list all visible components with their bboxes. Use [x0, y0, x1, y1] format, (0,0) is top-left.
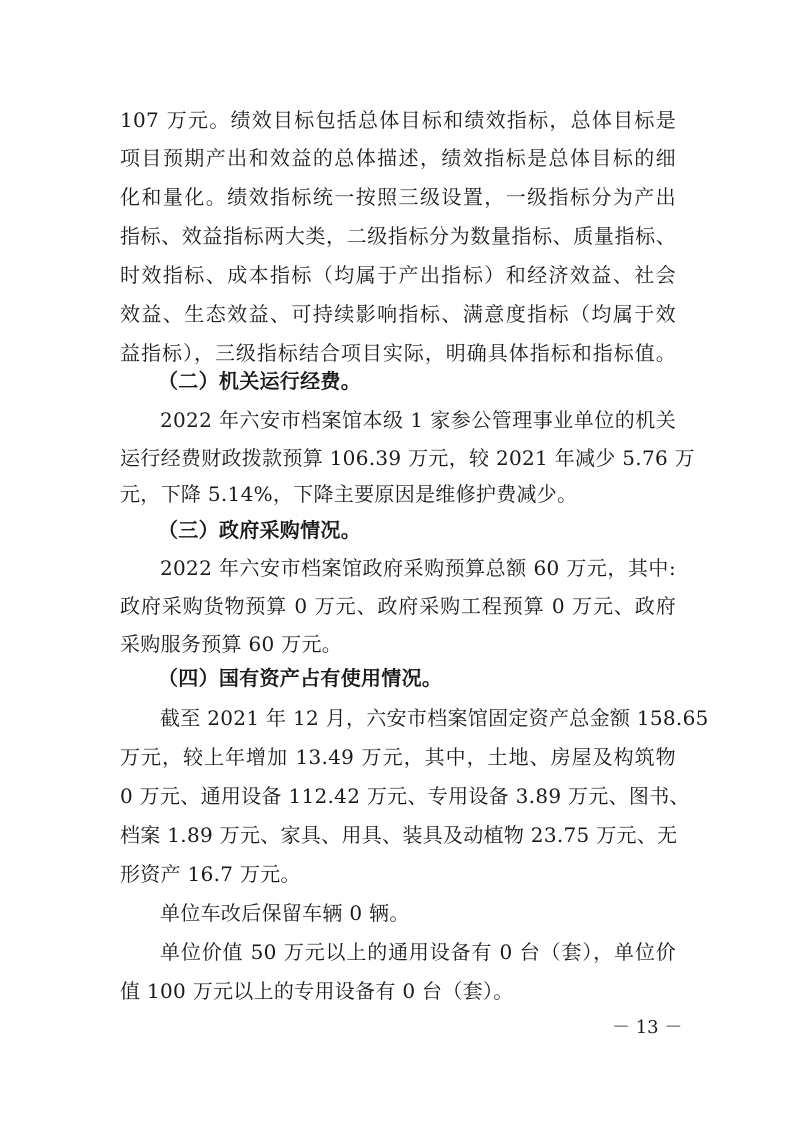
section-heading: （三）政府采购情况。 — [158, 518, 361, 542]
text-line: 2022 年六安市档案馆本级 1 家参公管理事业单位的机关 — [160, 408, 676, 432]
text-line: 单位车改后保留车辆 0 辆。 — [160, 901, 410, 925]
text-line: 107 万元。绩效目标包括总体目标和绩效指标，总体目标是 — [120, 108, 676, 132]
text-line: 元，下降 5.14%，下降主要原因是维修护费减少。 — [120, 482, 578, 506]
page-number: － 13 － — [612, 1017, 683, 1038]
text-line: 效益、生态效益、可持续影响指标、满意度指标（均属于效 — [120, 302, 676, 326]
text-line: 时效指标、成本指标（均属于产出指标）和经济效益、社会 — [120, 263, 676, 287]
text-line: 化和量化。绩效指标统一按照三级设置，一级指标分为产出 — [120, 185, 676, 209]
text-line: 2022 年六安市档案馆政府采购预算总额 60 万元，其中: — [160, 556, 676, 580]
text-line: 单位价值 50 万元以上的通用设备有 0 台（套），单位价 — [160, 940, 676, 964]
text-line: 运行经费财政拨款预算 106.39 万元，较 2021 年减少 5.76 万 — [120, 446, 695, 470]
text-line: 政府采购货物预算 0 万元、政府采购工程预算 0 万元、政府 — [120, 594, 676, 618]
section-heading: （二）机关运行经费。 — [158, 369, 361, 393]
text-line: 项目预期产出和效益的总体描述，绩效指标是总体目标的细 — [120, 146, 676, 170]
text-line: 形资产 16.7 万元。 — [120, 862, 301, 886]
text-line: 益指标），三级指标结合项目实际，明确具体指标和指标值。 — [120, 341, 676, 365]
text-line: 万元，较上年增加 13.49 万元，其中，土地、房屋及构筑物 — [120, 745, 676, 769]
text-line: 值 100 万元以上的专用设备有 0 台（套）。 — [120, 979, 514, 1003]
text-line: 档案 1.89 万元、家具、用具、装具及动植物 23.75 万元、无 — [120, 823, 678, 847]
text-line: 截至 2021 年 12 月，六安市档案馆固定资产总金额 158.65 — [160, 706, 709, 730]
section-heading: （四）国有资产占有使用情况。 — [158, 666, 443, 690]
text-line: 0 万元、通用设备 112.42 万元、专用设备 3.89 万元、图书、 — [120, 784, 690, 808]
text-line: 指标、效益指标两大类，二级指标分为数量指标、质量指标、 — [120, 224, 676, 248]
text-line: 采购服务预算 60 万元。 — [120, 632, 343, 656]
